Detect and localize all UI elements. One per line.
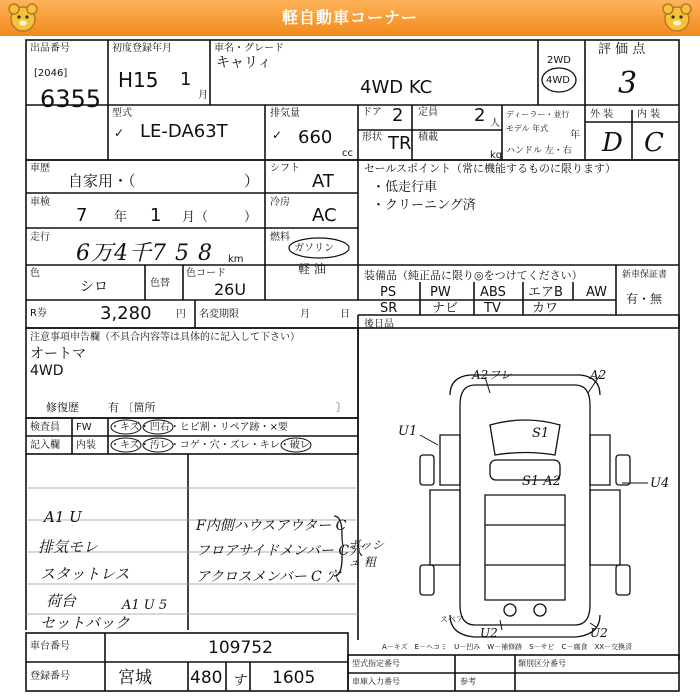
history-label: 車歴 [30,163,50,174]
model-year-label: モデル 年式 [506,124,549,133]
inspector-label-2: 記入欄 [30,440,60,451]
capacity-unit: 人 [490,118,500,129]
load-unit: kg [490,150,503,161]
vehicle-number: 109752 [208,638,273,658]
first-registration-month: 月 [198,90,208,101]
exterior-grade: D [602,128,623,158]
equipment-aw: AW [586,285,608,300]
shape-value: TR [388,133,412,154]
notes-line-2: 4WD [30,363,64,379]
diagram-mark-u1: U1 [398,424,418,439]
repair-history-value: 有 〔箇所 [108,401,156,414]
mileage-unit: km [228,254,244,265]
sales-point-1: ・低走行車 [372,180,438,195]
repair-history-close: 〕 [336,401,347,414]
notes-line-1: オートマ [30,346,86,362]
handwritten-right-extra: ボッシュ 粗 [348,538,385,569]
ac-value: AC [312,205,337,226]
diagram-mark-a2-frame: A2フレ [472,368,512,382]
inspection-close: ） [244,210,258,225]
inspection-year-unit: 年 [114,210,128,225]
equipment-sr: SR [380,301,398,316]
model-label: 型式 [112,108,132,119]
handwritten-left-5: セットバック [40,614,130,632]
capacity-value: 2 [474,105,486,126]
shift-value: AT [312,171,334,192]
color-code-value: 26U [214,280,247,299]
displacement-unit: cc [342,148,353,159]
inspection-month-unit: 月（ [182,210,209,225]
shape-label: 形状 [362,132,382,143]
inspector-row1-items: ・キズ・凹右・ヒビ割・リペア跡・×要 [110,422,288,433]
name-change-day: 日 [340,309,350,320]
recycle-label: R券 [30,308,47,319]
inspection-month: 1 [150,205,162,226]
color-value: シロ [80,279,108,295]
inspector-row1-head: FW [76,422,92,433]
history-close: ） [244,172,260,190]
ac-label: 冷房 [270,197,290,208]
lot-number-label: 出品番号 [30,43,70,54]
name-change-label: 名変期限 [199,309,239,320]
equipment-abs: ABS [480,285,506,300]
shift-label: シフト [270,163,300,174]
handwritten-right-3: アクロスメンバー C 穴 [196,569,341,585]
car-name: キャリィ [216,55,272,71]
model-code: LE-DA63T [140,121,228,142]
equipment-navi: ナビ [432,301,459,316]
diagram-mark-a2: A2 [590,368,607,382]
mileage-label: 走行 [30,232,50,243]
model-year-unit: 年 [570,130,580,141]
model-check-mark: ✓ [114,126,125,140]
handwritten-left-3: スタットレス [40,565,130,583]
handwritten-right-2: フロアサイドメンバー C穴 [196,543,364,559]
sales-points-label: セールスポイント（常に機能するものに限ります） [364,162,617,175]
diagram-mark-u4: U4 [650,476,670,491]
equipment-leather: カワ [532,301,559,316]
equipment-ps: PS [380,285,397,300]
registration-region: 宮城 [118,668,152,688]
handle-label: ハンドル 左・右 [506,146,572,156]
classification-label: 類別区分番号 [518,659,566,668]
car-damage-diagram [390,365,660,640]
mileage-value: 6万4千7 5 8 [76,241,213,266]
equipment-pw: PW [430,285,451,300]
exterior-label: 外 装 [590,109,614,120]
diagram-mark-u2-left: U2 [480,626,498,640]
notes-label: 注意事項申告欄（不具合内容等は具体的に記入して下さい） [30,332,300,343]
registration-label: 登録番号 [30,671,70,682]
vehicle-number-label: 車台番号 [30,641,70,652]
handwritten-left-4: 荷台 [46,592,77,610]
first-registration-year: 1 [180,69,192,90]
name-change-month: 月 [300,309,310,320]
handwritten-bracket [332,514,346,578]
equipment-label: 装備品（純正品に限り◎をつけてください） [364,269,583,282]
drive-4wd-value: 4WD [546,75,570,86]
recycle-unit: 円 [176,309,186,320]
drive-2wd-label: 2WD [547,55,571,66]
inspector-row2-items: ・キズ・汚レ・コゲ・穴・ズレ・キレ・破レ [110,440,310,451]
model-designation-label: 型式指定番号 [352,659,400,668]
inspection-label: 車検 [30,197,50,208]
reference-label: 参考 [460,677,476,686]
fuel-gasoline: ガソリン [294,243,334,254]
inspector-circle-marks [108,418,358,454]
handwritten-left-extra: A1 U 5 [122,598,168,613]
lot-sub-number: [2046] [34,68,68,79]
equipment-airbag: エアB [528,285,563,300]
color-label: 色 [30,268,40,279]
inspector-label-1: 検査員 [30,422,60,433]
handwritten-left-1: A1 U [44,508,82,526]
interior-label: 内 装 [637,109,661,120]
dealer-label: ディーラー・並行 [506,110,570,119]
new-car-warranty-label: 新車保証書 [622,270,668,280]
first-registration-label: 初度登録年月 [112,43,172,54]
registration-number: 1605 [272,668,316,688]
score-label: 評 価 点 [598,42,646,57]
diagram-spare-label: スペア [440,615,464,624]
new-car-warranty-value: 有・無 [626,292,663,306]
first-registration-era: H15 [118,68,159,92]
reserve-number-label: 車庫入力番号 [352,677,400,686]
color-change-label: 色替 [150,278,170,289]
inspector-row2-head: 内装 [76,440,96,451]
car-grade: 4WD KC [360,77,433,98]
capacity-label: 定員 [418,107,438,118]
car-name-label: 車名・グレード [214,43,284,54]
displacement-check-mark: ✓ [272,128,283,142]
damage-legend: A－キズ E－ヘコミ U－凹み W－補修跡 S－サビ C－腐食 XX－交換済 [382,643,633,651]
displacement-value: 660 [298,127,333,148]
inspection-year: 7 [76,205,88,226]
doors-value: 2 [392,105,404,126]
rear-items-label: 後日品 [364,319,394,330]
load-label: 積載 [418,132,438,143]
diagram-mark-u2-right: U2 [590,626,608,640]
registration-class: 480 [190,668,223,688]
handwritten-left-2: 排気モレ [38,538,99,556]
doors-label: ドア [362,107,382,118]
diagram-mark-s1: S1 [532,426,550,441]
history-value: 自家用・（ [68,172,136,190]
color-code-label: 色コード [186,268,226,279]
diagram-mark-s1-a2: S1 A2 [522,474,561,489]
header-title: 軽自動車コーナー [281,8,418,27]
interior-grade: C [644,128,664,158]
score-value: 3 [618,66,638,101]
fuel-label: 燃料 [270,232,290,243]
repair-history-label: 修復歴 [46,401,79,414]
fuel-diesel: 軽 油 [298,262,326,276]
sales-point-2: ・クリーニング済 [372,198,476,213]
handwritten-right-1: F内側ハウスアウター C [196,518,347,534]
lot-number: 6355 [40,85,102,113]
registration-kana: す [232,673,246,689]
displacement-label: 排気量 [270,108,300,119]
recycle-value: 3,280 [100,303,152,324]
equipment-tv: TV [484,301,501,316]
